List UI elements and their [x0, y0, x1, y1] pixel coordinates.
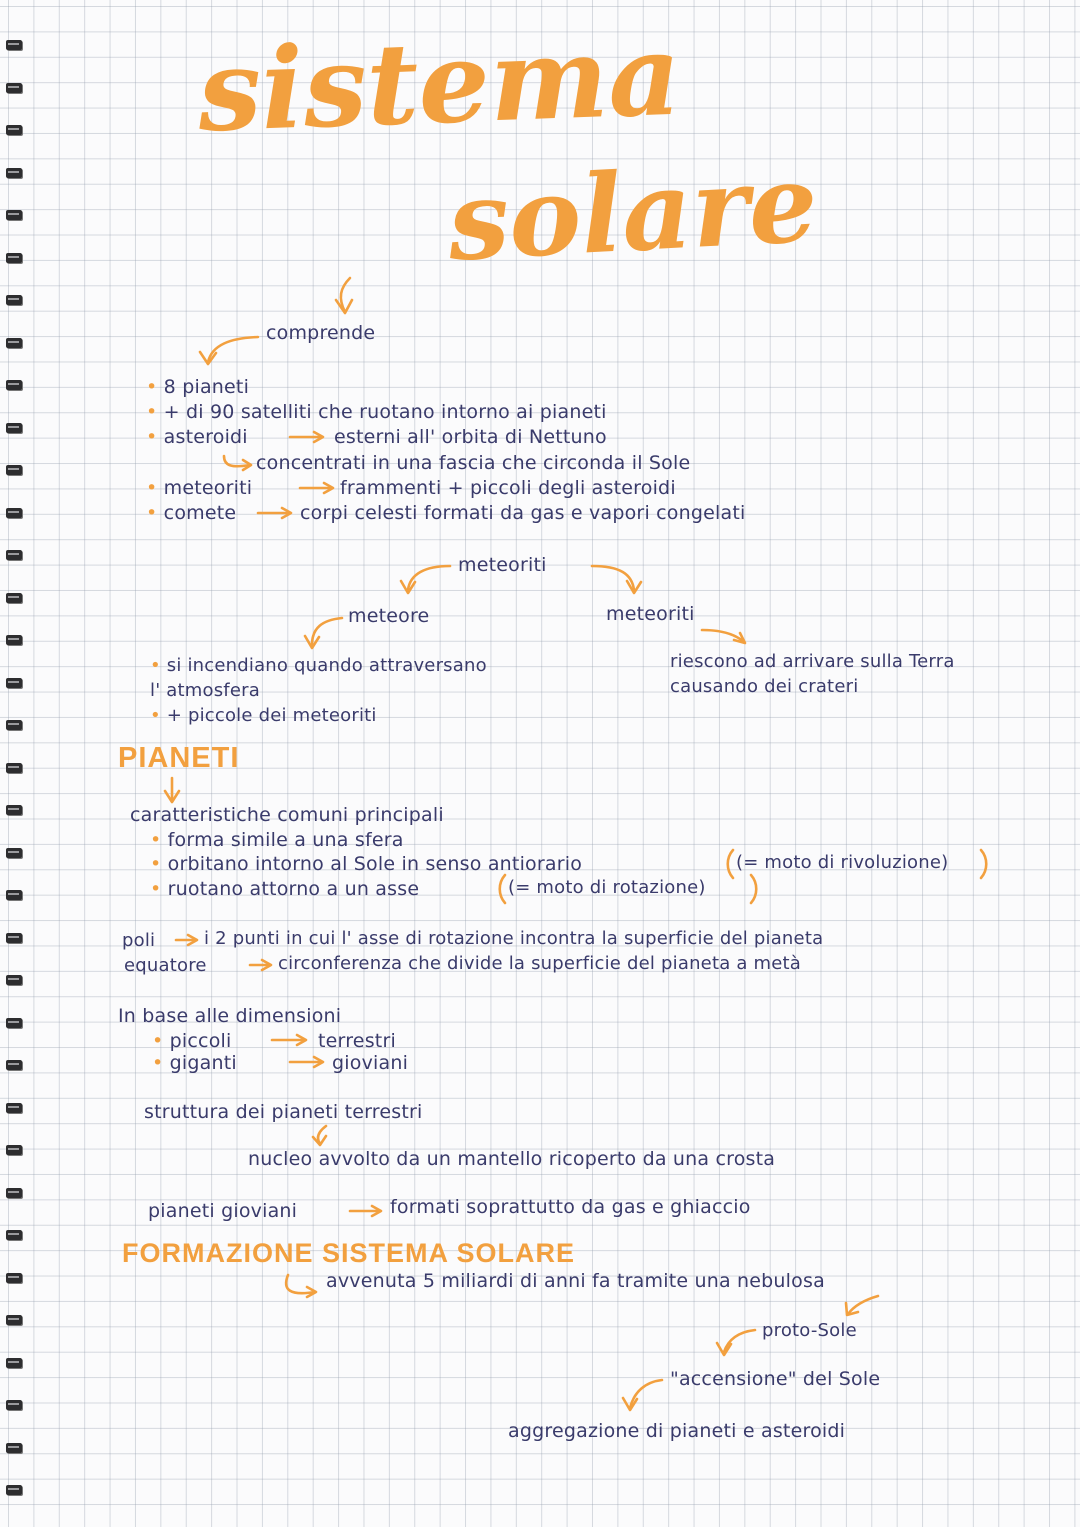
note-rotazione: (= moto di rotazione)	[508, 877, 706, 898]
caratteristica-3: • ruotano attorno a un asse	[150, 878, 420, 900]
caratteristica-1: • forma simile a una sfera	[150, 829, 404, 851]
equatore-def: circonferenza che divide la superficie del pianeta a metà	[278, 953, 802, 974]
bullet-text: asteroidi	[163, 426, 248, 448]
gioviani-term: pianeti gioviani	[148, 1200, 298, 1222]
bullet-text: comete	[163, 502, 237, 524]
title-line-1: sistema	[195, 9, 683, 158]
poli-term: poli	[122, 930, 156, 951]
caratteristiche-label: caratteristiche comuni principali	[130, 804, 444, 826]
heading-pianeti: PIANETI	[118, 742, 240, 774]
title-line-2: solare	[444, 140, 821, 286]
heading-formazione: FORMAZIONE SISTEMA SOLARE	[122, 1238, 576, 1268]
meteoriti-desc-2: causando dei crateri	[670, 676, 859, 697]
tree-right: meteoriti	[606, 603, 695, 625]
struttura-label: struttura dei pianeti terrestri	[144, 1101, 423, 1123]
dim-giganti: • giganti	[152, 1052, 237, 1074]
formazione-line: avvenuta 5 miliardi di anni fa tramite una nebulosa	[326, 1270, 825, 1292]
bullet-pianeti: • 8 pianeti	[146, 376, 250, 398]
tree-left: meteore	[348, 605, 430, 627]
caratteristica-2: • orbitano intorno al Sole in senso antiorario	[150, 853, 583, 875]
caratteristica-text: ruotano attorno a un asse	[167, 878, 420, 900]
tree-root: meteoriti	[458, 554, 547, 576]
proto-sole: proto-Sole	[762, 1320, 857, 1341]
meteore-desc-2: • + piccole dei meteoriti	[150, 705, 377, 726]
meteore-desc-1b: l' atmosfera	[150, 680, 260, 701]
accensione-sole: "accensione" del Sole	[670, 1368, 881, 1390]
equatore-term: equatore	[124, 955, 207, 976]
caratteristica-text: forma simile a una sfera	[167, 829, 404, 851]
asteroidi-desc-1: esterni all' orbita di Nettuno	[334, 426, 607, 448]
aggregazione: aggregazione di pianeti e asteroidi	[508, 1420, 846, 1442]
bullet-satelliti: • + di 90 satelliti che ruotano intorno ai pianeti	[146, 401, 607, 423]
struttura-desc: nucleo avvolto da un mantello ricoperto da una crosta	[248, 1148, 776, 1170]
bullet-comete: • comete	[146, 502, 237, 524]
dim-piccoli-text: piccoli	[169, 1030, 232, 1052]
bullet-text: meteoriti	[163, 477, 253, 499]
dim-giganti-text: giganti	[169, 1052, 237, 1074]
bullet-text: 8 pianeti	[163, 376, 250, 398]
bullet-meteoriti: • meteoriti	[146, 477, 253, 499]
dimensioni-label: In base alle dimensioni	[118, 1005, 342, 1027]
caratteristica-text: orbitano intorno al Sole in senso antiorario	[167, 853, 583, 875]
comete-desc: corpi celesti formati da gas e vapori congelati	[300, 502, 746, 524]
dim-piccoli: • piccoli	[152, 1030, 232, 1052]
poli-def: i 2 punti in cui l' asse di rotazione incontra la superficie del pianeta	[204, 928, 824, 949]
note-rivoluzione: (= moto di rivoluzione)	[736, 852, 949, 873]
bullet-text: + di 90 satelliti che ruotano intorno ai pianeti	[163, 401, 607, 423]
gioviani-desc: formati soprattutto da gas e ghiaccio	[390, 1196, 751, 1218]
dim-terrestri: terrestri	[318, 1030, 396, 1052]
arrow-comprende	[208, 337, 258, 362]
dim-gioviani: gioviani	[332, 1052, 409, 1074]
meteore-desc-1: • si incendiano quando attraversano	[150, 655, 487, 676]
meteore-desc-2-text: + piccole dei meteoriti	[166, 705, 377, 726]
meteoriti-desc-1: riescono ad arrivare sulla Terra	[670, 651, 955, 672]
meteoriti-desc: frammenti + piccoli degli asteroidi	[340, 477, 676, 499]
bullet-asteroidi: • asteroidi	[146, 426, 248, 448]
meteore-desc-1-text: si incendiano quando attraversano	[166, 655, 487, 676]
comprende-label: comprende	[266, 322, 376, 344]
asteroidi-desc-2: concentrati in una fascia che circonda il Sole	[256, 452, 691, 474]
